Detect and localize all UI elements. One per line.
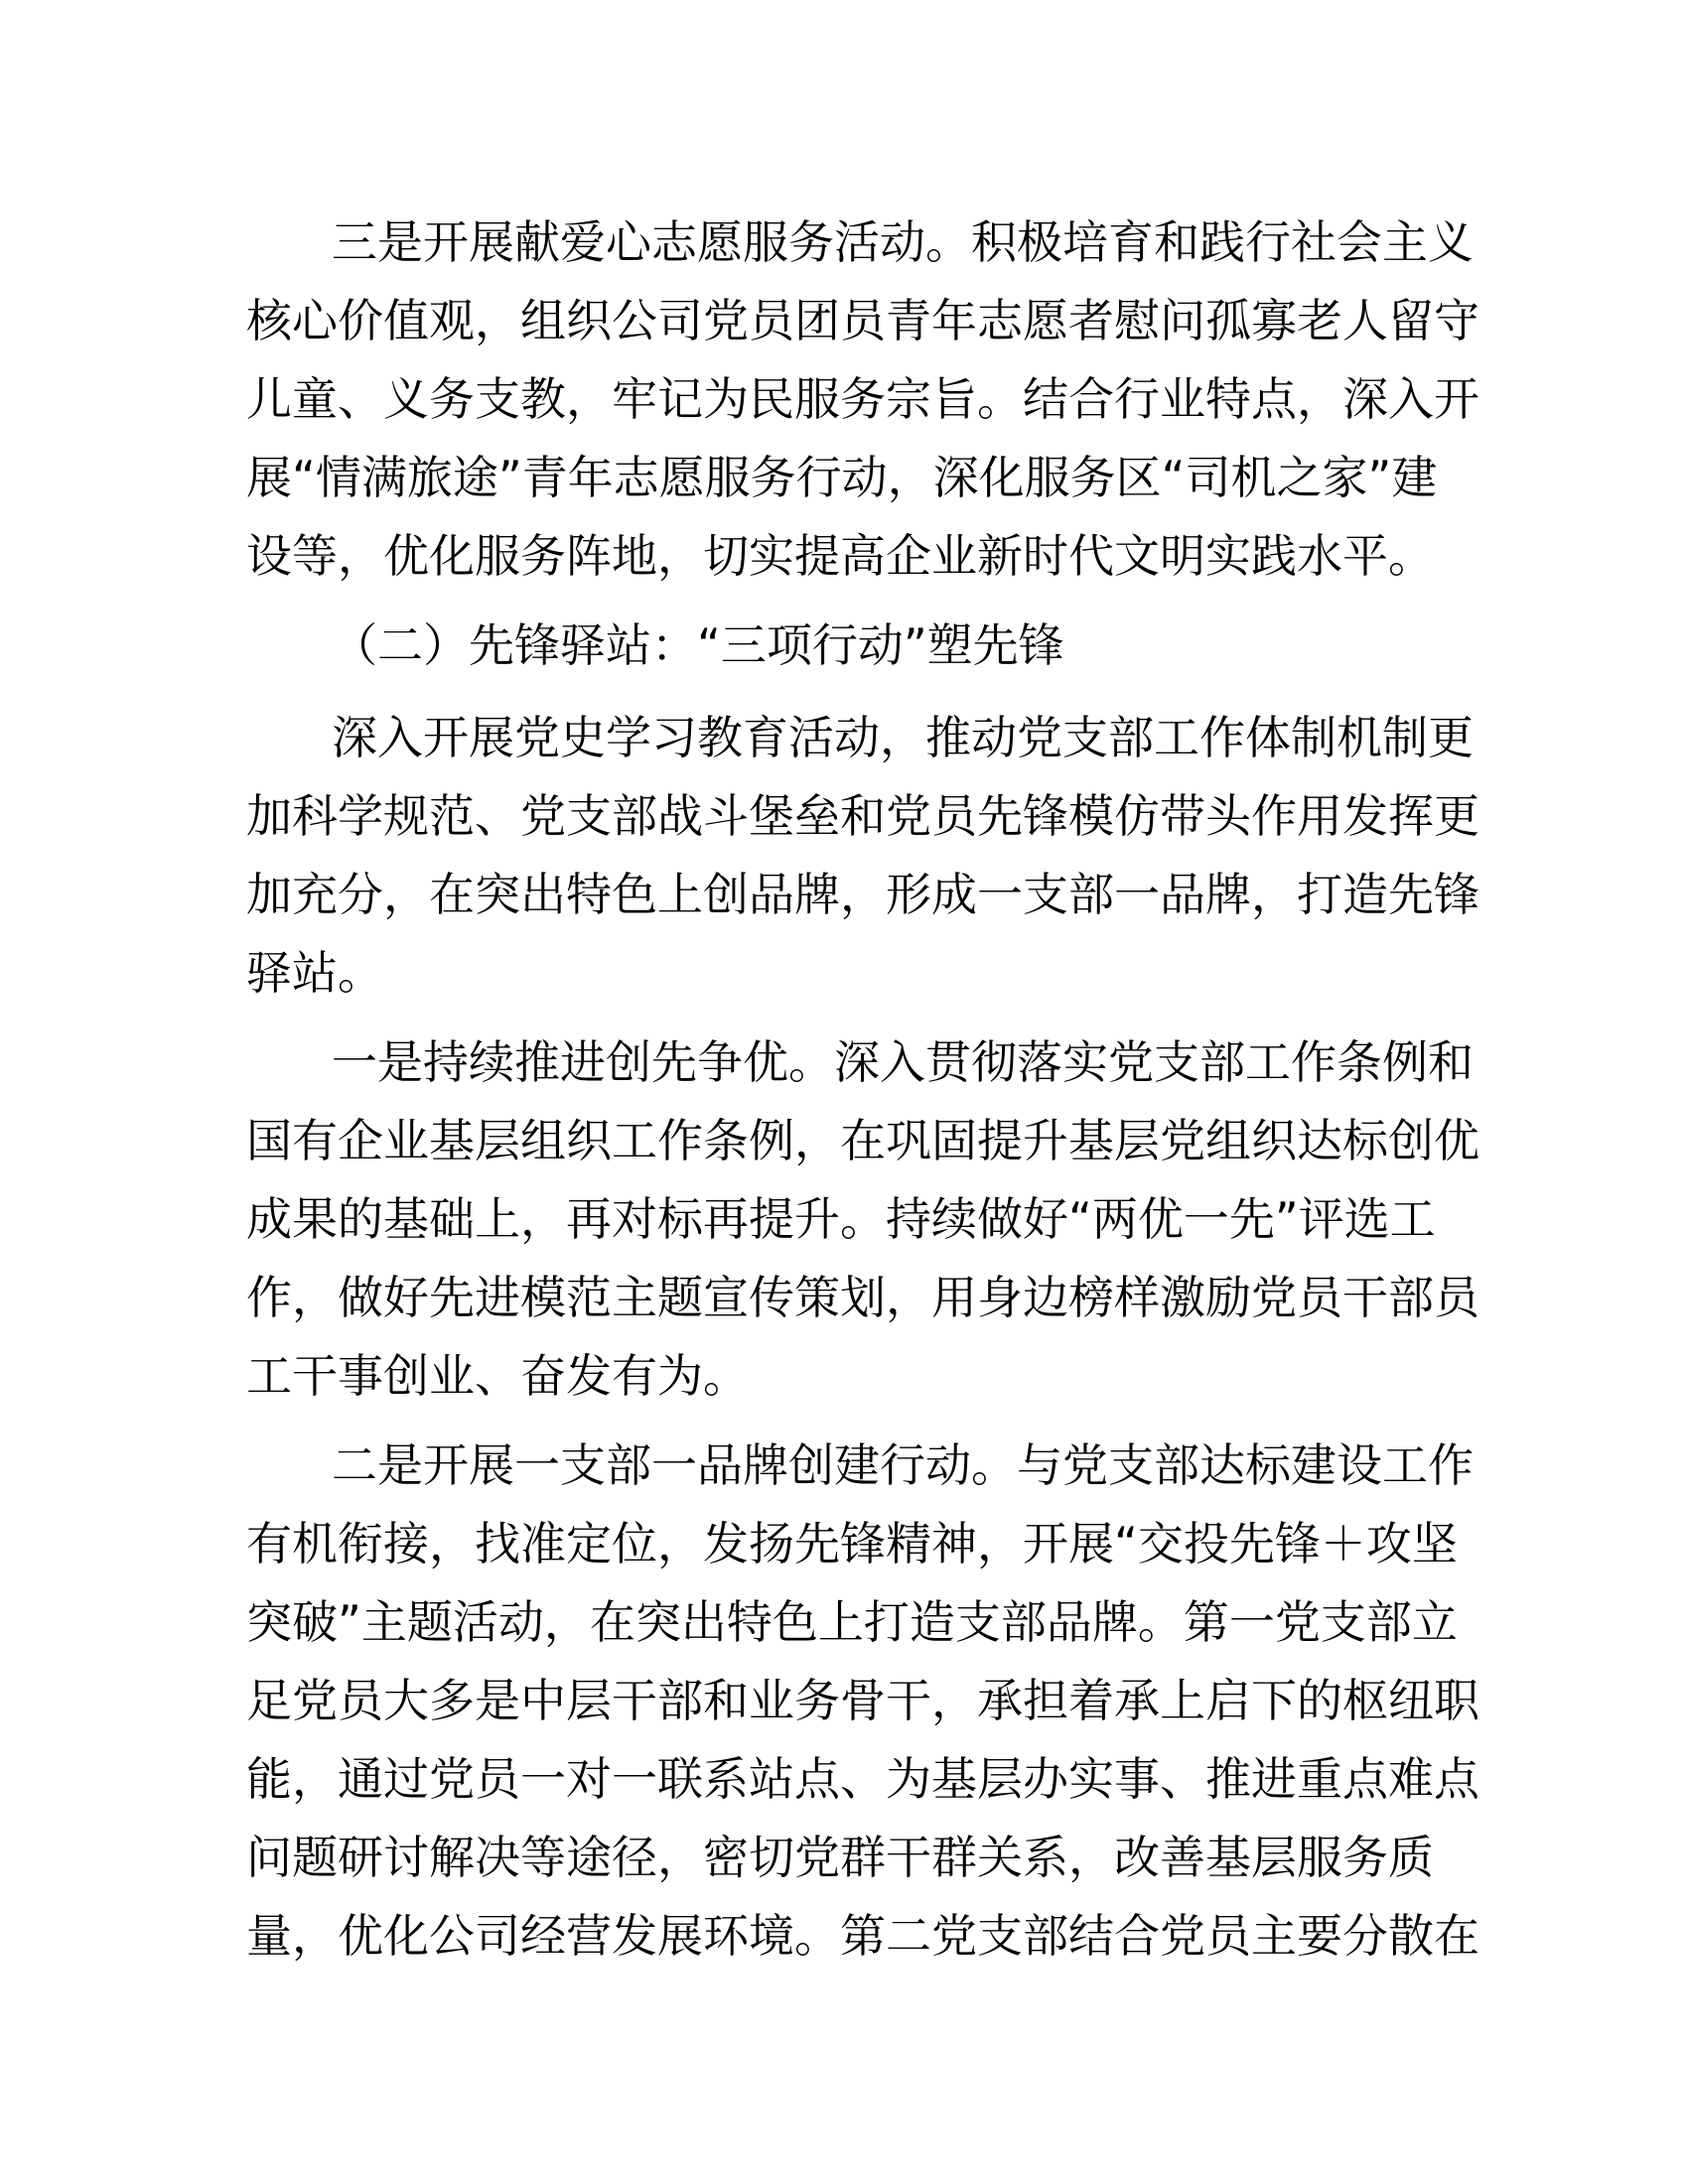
- paragraph-1-line-4: 展“情满旅途”青年志愿服务行动，深化服务区“司机之家”建: [246, 451, 1438, 504]
- paragraph-2-line-3: 加充分，在突出特色上创品牌，形成一支部一品牌，打造先锋: [246, 868, 1479, 921]
- section-heading: （二）先锋驿站：“三项行动”塑先锋: [332, 618, 1064, 672]
- paragraph-4-line-3: 突破”主题活动，在突出特色上打造支部品牌。第一党支部立: [246, 1595, 1458, 1649]
- paragraph-3-line-2: 国有企业基层组织工作条例，在巩固提升基层党组织达标创优: [246, 1114, 1479, 1167]
- paragraph-4-line-6: 问题研讨解决等途径，密切党群干群关系，改善基层服务质: [246, 1831, 1434, 1884]
- paragraph-2-line-4: 驿站。: [246, 946, 383, 1000]
- paragraph-4-line-2: 有机衔接，找准定位，发扬先锋精神，开展“交投先锋＋攻坚: [246, 1517, 1458, 1570]
- paragraph-4-line-7: 量，优化公司经营发展环境。第二党支部结合党员主要分散在: [246, 1909, 1479, 1963]
- paragraph-2-line-2: 加科学规范、党支部战斗堡垒和党员先锋模仿带头作用发挥更: [246, 789, 1479, 843]
- paragraph-1-line-1: 三是开展献爱心志愿服务活动。积极培育和践行社会主义: [332, 215, 1474, 269]
- paragraph-3-line-5: 工干事创业、奋发有为。: [246, 1349, 749, 1403]
- paragraph-4-line-5: 能，通过党员一对一联系站点、为基层办实事、推进重点难点: [246, 1752, 1479, 1806]
- paragraph-4-line-4: 足党员大多是中层干部和业务骨干，承担着承上启下的枢纽职: [246, 1674, 1479, 1727]
- paragraph-2-line-1: 深入开展党史学习教育活动，推动党支部工作体制机制更: [332, 711, 1474, 764]
- paragraph-1-line-5: 设等，优化服务阵地，切实提高企业新时代文明实践水平。: [246, 529, 1434, 583]
- paragraph-4-line-1: 二是开展一支部一品牌创建行动。与党支部达标建设工作: [332, 1438, 1474, 1492]
- paragraph-3-line-4: 作，做好先进模范主题宣传策划，用身边榜样激励党员干部员: [246, 1271, 1479, 1324]
- paragraph-3-line-1: 一是持续推进创先争优。深入贯彻落实党支部工作条例和: [332, 1035, 1474, 1089]
- paragraph-1-line-3: 儿童、义务支教，牢记为民服务宗旨。结合行业特点，深入开: [246, 372, 1479, 426]
- paragraph-3-line-3: 成果的基础上，再对标再提升。持续做好“两优一先”评选工: [246, 1192, 1436, 1246]
- paragraph-1-line-2: 核心价值观，组织公司党员团员青年志愿者慰问孤寡老人留守: [246, 294, 1479, 347]
